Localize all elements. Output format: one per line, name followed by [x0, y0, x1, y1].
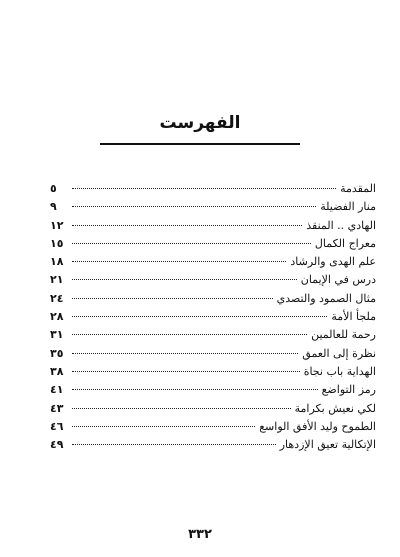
toc-entry-page: ٢٨ [50, 310, 64, 324]
toc-entry-page: ٤١ [50, 383, 64, 397]
toc-entry-title: المقدمة [340, 182, 376, 195]
toc-entry [50, 253, 376, 271]
toc-entry [50, 180, 376, 198]
toc-entry-page: ٩ [50, 200, 57, 214]
toc-entry-title: نظرة إلى العمق [302, 346, 376, 360]
toc-dot-leader [72, 316, 327, 317]
toc-entry-title: رمز التواضع [321, 383, 376, 397]
toc-dot-leader [72, 225, 302, 226]
toc-entry [50, 217, 376, 235]
toc-entry-title: منار الفضيلة [320, 200, 376, 214]
toc-entry-title: معراج الكمال [314, 236, 376, 250]
toc-entry-title: الهداية باب نجاة [303, 364, 376, 378]
toc-dot-leader [72, 408, 291, 409]
toc-entry-page: ٣١ [50, 328, 64, 342]
toc-entry-page: ٢٤ [50, 291, 64, 305]
toc-entry [50, 326, 376, 344]
toc-entry-page: ٢١ [50, 273, 64, 287]
toc-entry [50, 345, 376, 363]
table-of-contents [50, 180, 376, 454]
toc-entry-page: ٣٥ [50, 346, 64, 360]
toc-dot-leader [72, 444, 276, 445]
toc-entry-title: علم الهدى والرشاد [290, 255, 376, 269]
toc-dot-leader [72, 188, 336, 189]
toc-dot-leader [72, 371, 300, 372]
toc-entry-page: ١٥ [50, 236, 64, 250]
toc-dot-leader [72, 261, 286, 262]
toc-entry [50, 271, 376, 289]
toc-entry-title: درس في الإيمان [300, 273, 376, 287]
toc-entry-page: ٤٣ [50, 401, 64, 415]
toc-entry [50, 381, 376, 399]
toc-dot-leader [72, 206, 316, 207]
toc-entry [50, 436, 376, 454]
toc-entry [50, 418, 376, 436]
toc-dot-leader [72, 353, 298, 354]
toc-dot-leader [72, 426, 255, 427]
page-title: الفهرست [159, 113, 241, 133]
toc-entry-page: ٣٨ [50, 364, 64, 378]
page-number: ٣٣٢ [188, 527, 212, 542]
toc-entry-page: ١٢ [50, 218, 64, 232]
toc-dot-leader [72, 334, 307, 335]
toc-entry-page: ٤٩ [50, 438, 64, 452]
toc-entry-title: الإتكالية تعيق الإزدهار [279, 438, 376, 452]
toc-entry-title: مثال الصمود والتصدي [276, 291, 376, 305]
toc-dot-leader [72, 243, 311, 244]
toc-entry [50, 198, 376, 216]
toc-entry [50, 400, 376, 418]
toc-entry-title: رحمة للعالمين [311, 328, 376, 342]
toc-dot-leader [72, 389, 318, 390]
title-rule [100, 143, 300, 145]
toc-entry-title: ملجأ الأمة [331, 310, 376, 324]
toc-entry-page: ١٨ [50, 255, 64, 269]
toc-entry [50, 308, 376, 326]
toc-entry-title: لكي نعيش بكرامة [294, 401, 376, 415]
toc-dot-leader [72, 279, 297, 280]
toc-entry [50, 290, 376, 308]
toc-entry [50, 363, 376, 381]
toc-entry [50, 235, 376, 253]
toc-entry-page: ٤٦ [50, 419, 64, 433]
toc-dot-leader [72, 298, 273, 299]
toc-entry-title: الهادي .. المنقذ [306, 218, 376, 232]
toc-entry-title: الطموح وليد الأفق الواسع [259, 419, 376, 433]
toc-entry-page: ٥ [50, 182, 57, 195]
